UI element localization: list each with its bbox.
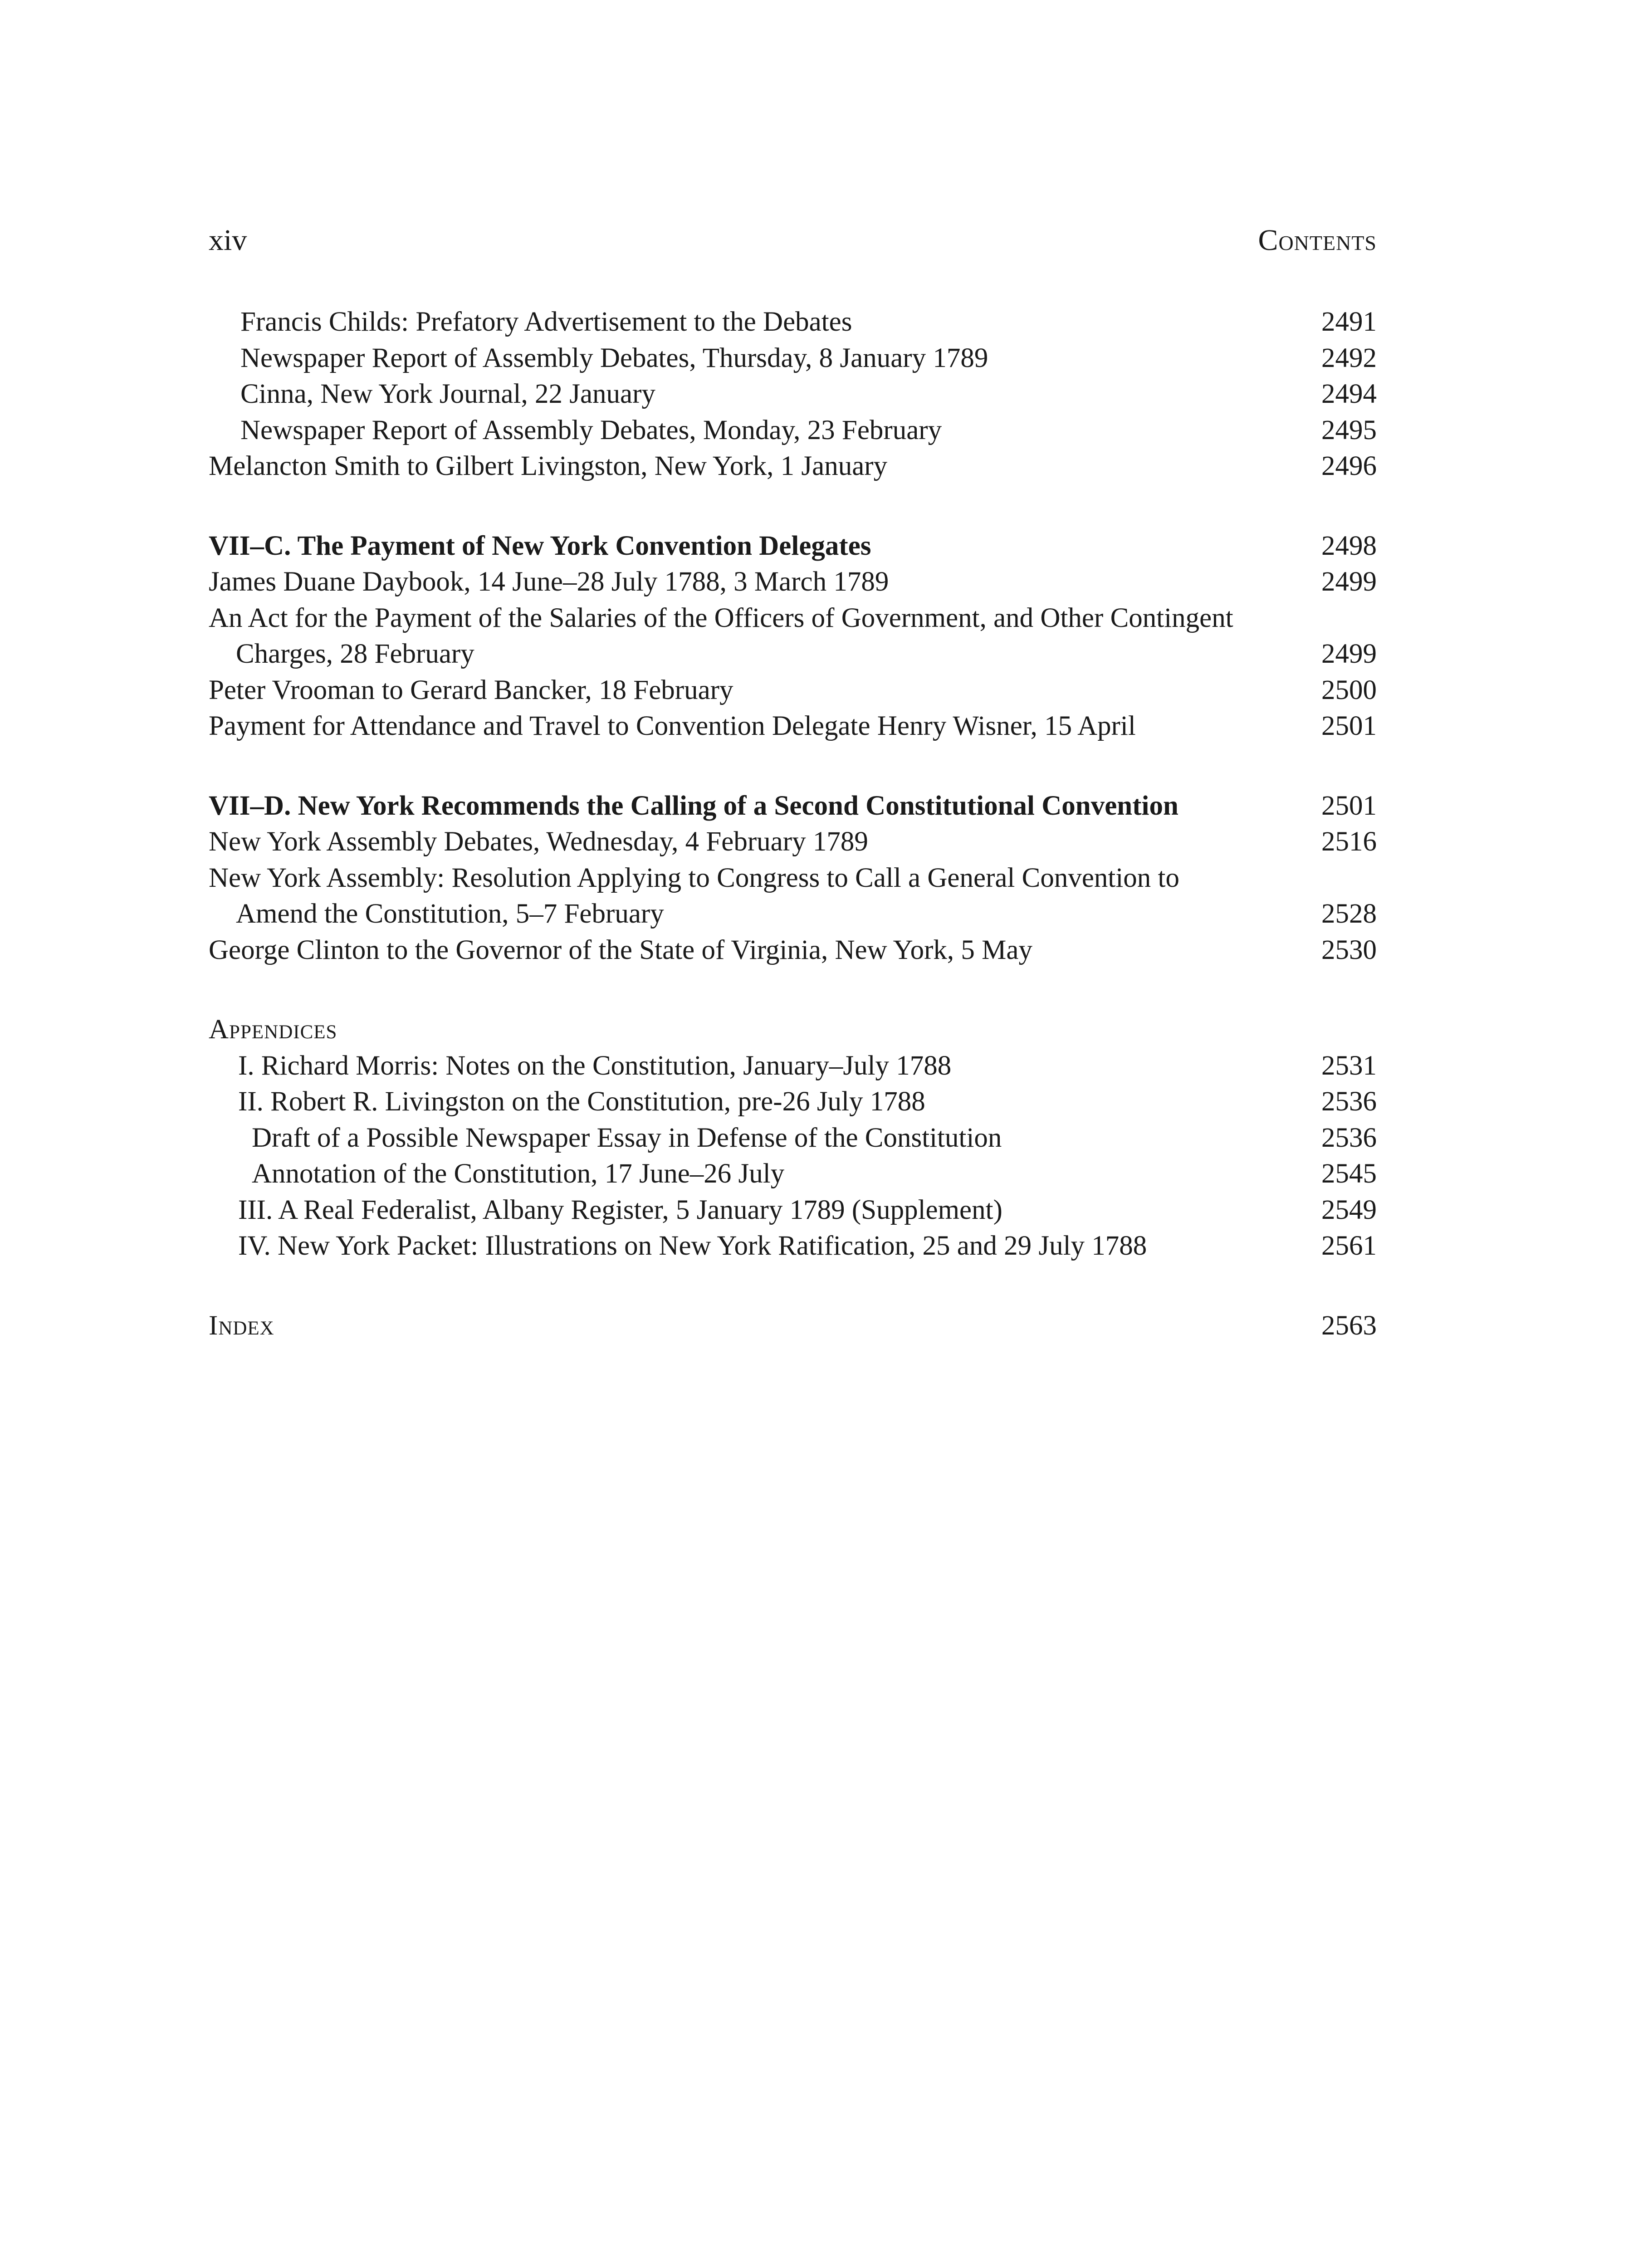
toc-entry (209, 932, 1377, 968)
section-gap (209, 968, 1377, 1012)
index-label: Index (209, 1310, 274, 1341)
section-heading-title: VII–C. The Payment of New York Convention Delegates (209, 530, 871, 561)
toc-entry-page: 2495 (1321, 415, 1377, 445)
section-heading-page: 2498 (1321, 530, 1377, 561)
toc-entry (209, 708, 1377, 744)
toc-entry-title: Cinna, New York Journal, 22 January (240, 379, 655, 409)
appendix-entry (209, 1192, 1377, 1228)
index-page: 2563 (1321, 1310, 1377, 1341)
toc-entry (209, 564, 1377, 600)
section-gap (209, 1264, 1377, 1308)
toc-entry-title: Francis Childs: Prefatory Advertisement to the Debates (240, 307, 852, 337)
toc-entry-page: 2491 (1321, 307, 1377, 337)
appendix-entry-title: III. A Real Federalist, Albany Register, 5 January 1789 (Supplement) (238, 1194, 1002, 1225)
toc-entry (209, 672, 1377, 709)
toc-entry (209, 448, 1377, 484)
toc-entry (209, 412, 1377, 449)
running-head: Contents (1258, 224, 1377, 257)
toc-entry-title: New York Assembly: Resolution Applying to Congress to Call a General Convention to Amend the Constitution, 5–7 February (209, 862, 1180, 929)
section-gap (209, 744, 1377, 788)
section-heading-title: VII–D. New York Recommends the Calling of a Second Constitutional Convention (209, 790, 1178, 821)
toc-entry-page: 2499 (1321, 567, 1377, 597)
appendix-subentry (209, 1156, 1377, 1192)
appendix-entry (209, 1228, 1377, 1264)
appendix-entry-page: 2561 (1321, 1231, 1377, 1261)
section-heading-vii-d (209, 788, 1377, 824)
toc-entry (209, 304, 1377, 340)
page-header (209, 213, 1377, 268)
appendix-entry-page: 2545 (1321, 1158, 1377, 1189)
appendix-entry-page: 2536 (1321, 1122, 1377, 1153)
section-gap (209, 484, 1377, 528)
toc-entry-title: James Duane Daybook, 14 June–28 July 1788, 3 March 1789 (209, 567, 889, 597)
toc-entry-page: 2499 (1321, 639, 1377, 669)
appendix-entry (209, 1084, 1377, 1120)
toc-entry-title: Peter Vrooman to Gerard Bancker, 18 February (209, 675, 733, 705)
toc-entry-title: Payment for Attendance and Travel to Convention Delegate Henry Wisner, 15 April (209, 711, 1136, 741)
toc-entry-page: 2516 (1321, 826, 1377, 857)
toc-entry-title: Melancton Smith to Gilbert Livingston, New York, 1 January (209, 451, 888, 481)
appendix-entry-title: II. Robert R. Livingston on the Constitution, pre-26 July 1788 (238, 1086, 925, 1117)
appendix-subentry (209, 1120, 1377, 1156)
section-heading-page: 2501 (1321, 790, 1377, 821)
toc-entry-title: Newspaper Report of Assembly Debates, Thursday, 8 January 1789 (240, 342, 988, 373)
toc-entry-page: 2501 (1321, 711, 1377, 741)
toc-entry-page: 2494 (1321, 379, 1377, 409)
appendix-entry-title: I. Richard Morris: Notes on the Constitution, January–July 1788 (238, 1050, 952, 1081)
appendix-entry (209, 1048, 1377, 1084)
toc-entry (209, 340, 1377, 376)
toc-entry-title: Newspaper Report of Assembly Debates, Monday, 23 February (240, 415, 942, 445)
toc-entry (209, 376, 1377, 412)
appendix-entry-title: Draft of a Possible Newspaper Essay in Defense of the Constitution (252, 1122, 1002, 1153)
toc-entry-title: New York Assembly Debates, Wednesday, 4 February 1789 (209, 826, 868, 857)
toc-entry-title: An Act for the Payment of the Salaries of the Officers of Government, and Other Contingent Charges, 28 February (209, 602, 1233, 669)
toc-entry (209, 824, 1377, 860)
toc-entry (209, 600, 1377, 672)
appendix-entry-title: Annotation of the Constitution, 17 June–26 July (252, 1158, 785, 1189)
appendices-heading: Appendices (209, 1014, 337, 1045)
section-heading-vii-c (209, 528, 1377, 564)
toc-entry-page: 2492 (1321, 342, 1377, 373)
toc-entry (209, 860, 1377, 932)
page-number: xiv (209, 224, 247, 257)
toc-entry-title: George Clinton to the Governor of the State of Virginia, New York, 5 May (209, 934, 1032, 965)
table-of-contents (209, 304, 1377, 1344)
index-entry (209, 1308, 1377, 1344)
appendix-entry-title: IV. New York Packet: Illustrations on New York Ratification, 25 and 29 July 1788 (238, 1231, 1147, 1261)
toc-entry-page: 2500 (1321, 675, 1377, 705)
toc-entry-page: 2528 (1321, 899, 1377, 929)
toc-entry-page: 2496 (1321, 451, 1377, 481)
appendix-entry-page: 2549 (1321, 1194, 1377, 1225)
appendix-entry-page: 2531 (1321, 1050, 1377, 1081)
appendix-entry-page: 2536 (1321, 1086, 1377, 1117)
toc-entry-page: 2530 (1321, 934, 1377, 965)
